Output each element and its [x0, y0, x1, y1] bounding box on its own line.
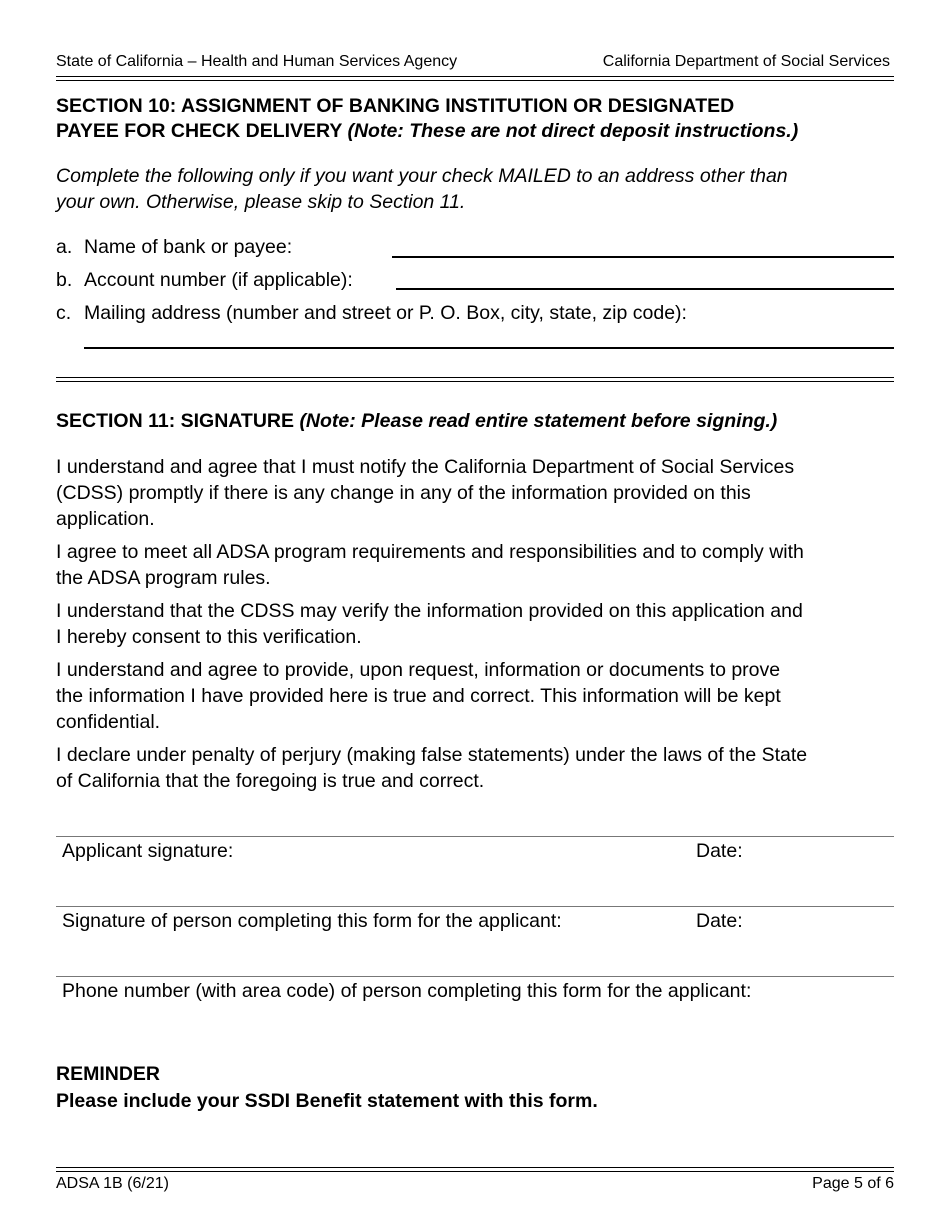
field-mailing-address — [56, 302, 687, 325]
section10-title-line1: SECTION 10: ASSIGNMENT OF BANKING INSTITUTION OR DESIGNATED — [56, 95, 735, 117]
person-signature-line — [56, 906, 894, 907]
section10-intro-line1: Complete the following only if you want your check MAILED to an address other than — [56, 165, 788, 187]
account-number-input-line[interactable] — [396, 288, 894, 290]
section10-title — [56, 94, 798, 144]
footer-divider — [56, 1167, 894, 1172]
applicant-signature-line — [56, 836, 894, 837]
item-letter-a: a. — [56, 236, 73, 258]
phone-number-field[interactable]: Phone number (with area code) of person completing this form for the applicant: — [62, 980, 752, 1002]
statement-notify-line1: I understand and agree that I must notify the California Department of Social Services — [56, 456, 795, 478]
bank-name-input-line[interactable] — [392, 256, 894, 258]
statement-requirements-line2: the ADSA program rules. — [56, 567, 271, 589]
section-divider — [56, 377, 894, 382]
statement-documents-line1: I understand and agree to provide, upon request, information or documents to prove — [56, 659, 781, 681]
statement-notify — [56, 454, 898, 532]
statement-verify-line1: I understand that the CDSS may verify the information provided on this application and — [56, 600, 803, 622]
statement-documents-line2: the information I have provided here is true and correct. This information will be kept — [56, 685, 781, 707]
statement-requirements — [56, 539, 898, 591]
statement-perjury — [56, 742, 898, 794]
statement-documents — [56, 657, 898, 735]
phone-line — [56, 976, 894, 977]
mailing-address-label: Mailing address (number and street or P. O. Box, city, state, zip code): — [84, 302, 687, 324]
reminder-title: REMINDER — [56, 1063, 161, 1085]
reminder-block — [56, 1061, 598, 1115]
mailing-address-input-line[interactable] — [84, 347, 894, 349]
header-agency: State of California – Health and Human Services Agency — [56, 53, 458, 70]
footer-form-id: ADSA 1B (6/21) — [56, 1175, 169, 1192]
account-number-label: Account number (if applicable): — [84, 269, 353, 291]
section11-title — [56, 409, 777, 434]
field-account-number — [56, 269, 353, 292]
section10-intro-line2: your own. Otherwise, please skip to Section 11. — [56, 191, 466, 213]
section10-title-line2 — [56, 119, 798, 144]
field-bank-name — [56, 236, 292, 259]
bank-name-label: Name of bank or payee: — [84, 236, 293, 258]
section11-note: (Note: Please read entire statement before signing.) — [299, 410, 778, 432]
applicant-signature-field[interactable]: Applicant signature: — [62, 840, 234, 862]
reminder-text: Please include your SSDI Benefit statement with this form. — [56, 1090, 598, 1112]
section11-title-text: SECTION 11: SIGNATURE — [56, 410, 300, 432]
section10-title-text: PAYEE FOR CHECK DELIVERY — [56, 120, 348, 142]
header-department: California Department of Social Services — [602, 53, 890, 70]
statement-notify-line2: (CDSS) promptly if there is any change in any of the information provided on this — [56, 482, 751, 504]
statement-documents-line3: confidential. — [56, 711, 161, 733]
statement-requirements-line1: I agree to meet all ADSA program requirements and responsibilities and to comply with — [56, 541, 804, 563]
header-divider — [56, 76, 894, 81]
item-letter-b: b. — [56, 269, 73, 291]
statement-perjury-line1: I declare under penalty of perjury (making false statements) under the laws of the State — [56, 744, 808, 766]
person-date-field[interactable]: Date: — [696, 910, 743, 932]
person-signature-field[interactable]: Signature of person completing this form for the applicant: — [62, 910, 562, 932]
statement-verify — [56, 598, 898, 650]
statement-notify-line3: application. — [56, 508, 155, 530]
section10-note: (Note: These are not direct deposit instructions.) — [347, 120, 799, 142]
statement-perjury-line2: of California that the foregoing is true and correct. — [56, 770, 485, 792]
applicant-date-field[interactable]: Date: — [696, 840, 743, 862]
footer-page-number: Page 5 of 6 — [812, 1175, 894, 1192]
statement-verify-line2: I hereby consent to this verification. — [56, 626, 362, 648]
section10-intro — [56, 163, 896, 215]
item-letter-c: c. — [56, 302, 72, 324]
